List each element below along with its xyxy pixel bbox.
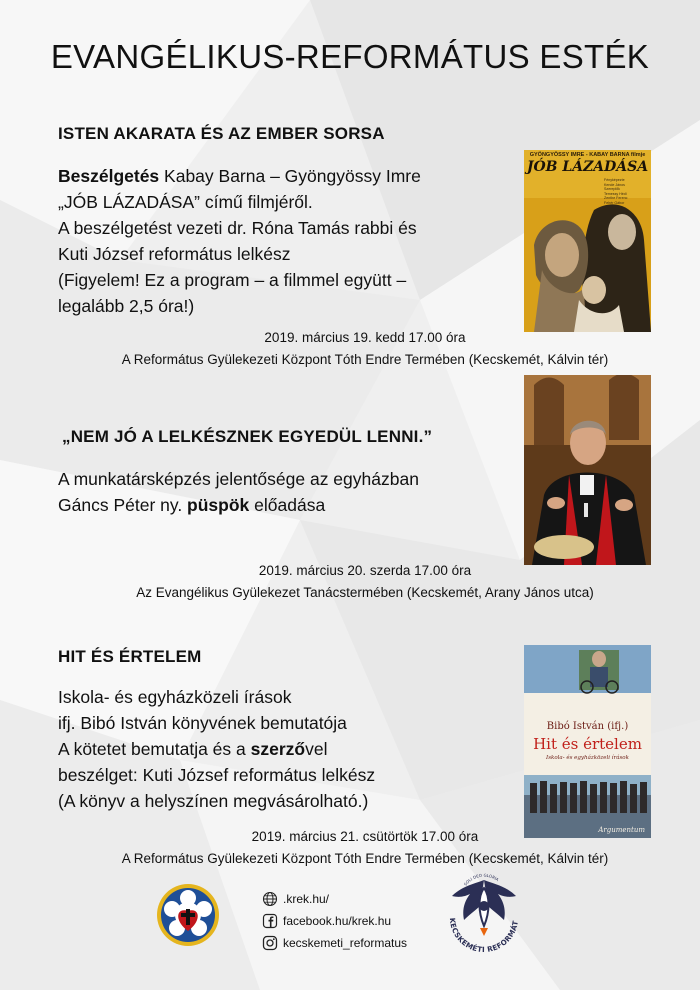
seal-text: KECSKEMÉTI REFORMÁT [447,917,520,955]
section-1-line-1-rest: Kabay Barna – Gyöngyössy Imre [159,166,421,186]
section-3-line-3-pre: A kötetet bemutatja és a [58,739,251,759]
poster-credit-2: Kende János [604,182,625,187]
section-3-line-3 [58,736,375,762]
speaker-photo-art [524,375,651,565]
section-1-date: 2019. március 19. kedd 17.00 óra [264,330,466,345]
book-subtitle: Iskola- és egyházközeli írások [546,755,629,761]
website-text: .krek.hu/ [283,892,330,906]
section-3-line-3-post: vel [305,739,328,759]
section-2-meta [0,560,700,604]
section-2-description [58,466,419,518]
section-1-bold-word: Beszélgetés [58,166,160,186]
section-3-venue: A Református Gyülekezeti Központ Tóth Endre Termében (Kecskemét, Kálvin tér) [121,851,609,866]
facebook-link[interactable] [262,910,407,932]
book-author: Bibó István (ifj.) [546,721,629,732]
book-title: Hit és értelem [533,735,642,753]
luther-rose-icon [156,883,220,947]
poster-credit-6: Fehér Gábor [604,200,625,205]
poster-title: JÓB LÁZADÁSA [526,159,649,175]
book-publisher: Argumentum [598,826,645,834]
poster-credit-1: Fényképezte [604,178,625,182]
poster-credit-4: Temessy Hédi [604,191,627,196]
section-2-line-2-post: előadása [249,495,326,515]
section-1-line-1 [58,163,421,189]
instagram-text: kecskemeti_reformatus [283,936,408,950]
section-3-line-2: ifj. Bibó István könyvének bemutatója [58,713,347,733]
section-2-line-2 [58,492,419,518]
reformed-seal-art [436,866,532,962]
speaker-photo [524,375,651,565]
website-link[interactable] [262,888,407,910]
footer-links [262,888,407,954]
section-3-line-5: (A könyv a helyszínen megvásárolható.) [58,791,369,811]
poster-credit-5: Zenthe Ferenc [604,196,628,201]
instagram-link[interactable] [262,932,407,954]
section-2-date: 2019. március 20. szerda 17.00 óra [258,563,472,578]
section-1-line-3: A beszélgetést vezeti dr. Róna Tamás rabbi és [58,218,417,238]
section-1-line-5: (Figyelem! Ez a program – a filmmel együtt – [58,270,407,290]
section-3-bold-word: szerző [250,739,306,759]
section-1-meta [0,327,700,371]
section-1-venue: A Református Gyülekezeti Központ Tóth Endre Termében (Kecskemét, Kálvin tér) [121,352,609,367]
section-1-line-4: Kuti József református lelkész [58,244,291,264]
instagram-icon [262,935,278,951]
poster-credits [604,178,627,206]
section-3-date: 2019. március 21. csütörtök 17.00 óra [251,829,479,844]
reformed-seal-icon [436,866,532,962]
section-2-venue: Az Evangélikus Gyülekezet Tanácstermében (Kecskemét, Arany János utca) [136,585,594,600]
section-2-line-1: A munkatársképzés jelentősége az egyházban [58,469,419,489]
facebook-icon [262,913,278,929]
section-1-description [58,163,421,319]
film-poster-art [524,150,651,332]
poster-credit-3: Szereplők [604,187,620,192]
book-cover-image [524,645,651,838]
section-2-heading: „NEM JÓ A LELKÉSZNEK EGYEDÜL LENNI.” [62,427,433,446]
globe-icon [262,891,278,907]
poster-top-line: GYÖNGYÖSSY IMRE - KABAY BARNA filmje [529,152,646,158]
section-3-line-4: beszélget: Kuti József református lelkész [58,765,376,785]
section-1-heading: ISTEN AKARATA ÉS AZ EMBER SORSA [58,124,385,143]
svg-text:KECSKEMÉTI REFORMÁTUS EGYHÁZKÖ [436,866,520,954]
section-2-line-2-pre: Gáncs Péter ny. [58,495,188,515]
page-title: EVANGÉLIKUS-REFORMÁTUS ESTÉK [50,38,650,75]
facebook-text: facebook.hu/krek.hu [283,914,392,928]
section-3-description [58,684,375,814]
section-2-bold-word: püspök [187,495,250,515]
section-1-line-2: „JÓB LÁZADÁSA” című filmjéről. [58,192,313,212]
section-3-heading: HIT ÉS ÉRTELEM [58,647,202,666]
section-1-line-6: legalább 2,5 óra!) [58,296,195,316]
section-3-line-1: Iskola- és egyházközeli írások [58,687,292,707]
seal-motto: SOLI DEO GLORIA [462,872,500,887]
film-poster-image [524,150,651,332]
